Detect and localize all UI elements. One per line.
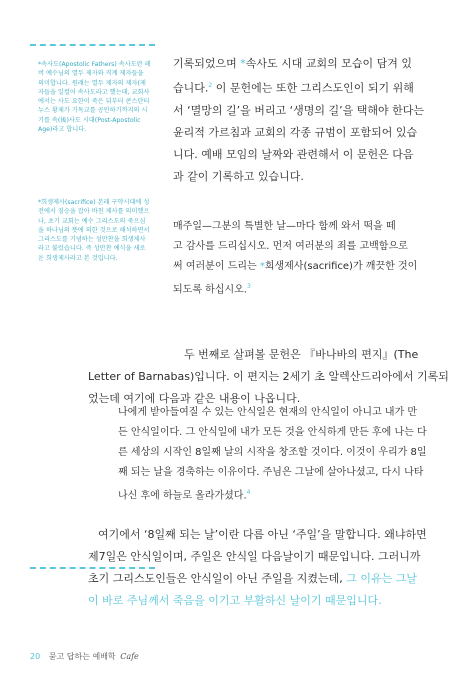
quote1-line-2: 고 감사를 드리십시오. 먼저 여러분의 죄를 고백함으로	[173, 241, 408, 252]
p3-line-3: 초기 그리스도인들은 안식일이 아닌 주일을 지켰는데, 그 이유는 그날	[88, 572, 417, 585]
p1-line-1: 기록되었으며 *속사도 시대 교회의 모습이 담겨 있	[173, 57, 413, 70]
p1-line-5: 니다. 예배 모임의 날짜와 관련해서 이 문헌은 다음	[173, 147, 414, 161]
p3-line-4-highlight: 이 바로 주님께서 죽음을 이기고 부활하신 날이기 때문입니다.	[88, 594, 382, 607]
quote-didache	[173, 217, 445, 300]
book-title-cafe: Cafe	[120, 652, 139, 661]
paragraph-1	[173, 53, 445, 188]
paragraph-3	[88, 524, 445, 612]
quote-barnabas	[118, 403, 445, 506]
quote2-line-5: 나신 후에 하늘로 올라가셨다.$^4$	[118, 489, 251, 502]
sidebar-note-apostolic-fathers: *속사도(Apostolic Fathers) 속사도란 레버 예수님의 열두 제자와 직계 제자들을 의미합니다. 원래는 열두 제자의 제자(제 자들을 일컬어 속사도라고 했는데, 교회사에서는 사도 요한이 죽은 뒤부터 콘스탄티누스 황제가 기독교를 공인하기까지의 시기를 속(後)사도 시대(Post-Apostolic Age)라고 합니다.	[38, 61, 151, 134]
quote2-line-3: 른 세상의 시작인 8일째 날의 시작을 창조할 것이다. 이것이 우리가 8일	[118, 447, 427, 458]
page-number: 20	[30, 652, 41, 661]
p3-line-1: 여기에서 ‘8일째 되는 날’이란 다름 아닌 ‘주일’을 말합니다. 왜냐하면	[98, 528, 427, 541]
footnote-ref-3: 3	[246, 283, 251, 290]
p1-line-4: 윤리적 가르침과 교회의 각종 규범이 포함되어 있습	[173, 125, 418, 139]
quote2-line-4: 째 되는 날을 경축하는 이유이다. 주님은 그날에 살아나셨고, 다시 나타	[118, 467, 424, 478]
p2-line-1: 두 번째로 살펴볼 문헌은 『바나바의 편지』(The	[184, 348, 419, 361]
book-title: 묻고 답하는 예배학	[48, 652, 116, 661]
p2-line-3: 었는데 여기에 다음과 같은 내용이 나옵니다.	[88, 392, 301, 405]
footnote-asterisk: *	[240, 57, 246, 70]
p1-line-3: 서 ‘멸망의 길’을 버리고 ‘생명의 길’을 택해야 한다는	[173, 103, 424, 117]
quote2-line-2: 든 안식일이다. 그 안식일에 내가 모든 것을 안식하게 만든 후에 나는 다	[118, 427, 427, 438]
quote2-line-1: 나에게 받아들여질 수 있는 안식일은 현재의 안식일이 아니고 내가 만	[118, 407, 418, 418]
p1-line-2: 습니다.$^2$ 이 문헌에는 또한 그리스도인이 되기 위해	[173, 81, 414, 95]
p1-line-6: 과 같이 기록하고 있습니다.	[173, 169, 304, 183]
highlight-text: 그 이유는 그날	[346, 572, 417, 585]
paragraph-2	[88, 344, 449, 410]
quote1-line-1: 매주일—그분의 특별한 날—마다 함께 와서 떡을 떼	[173, 221, 396, 232]
quote1-line-3: 써 여러분이 드리는 *희생제사(sacrifice)가 깨끗한 것이	[173, 261, 418, 272]
quote1-line-4: 되도록 하십시오.$^3$	[173, 283, 251, 296]
p2-line-2: Letter of Barnabas)입니다. 이 편지는 2세기 초 알렉산드리아에서 기록되	[88, 370, 449, 383]
footnote-ref-2: 2	[208, 82, 213, 89]
sidebar-note-sacrifice: *희생제사(sacrifice) 본래 구약시대에 성전에서 짐승을 잡아 바친 제사를 의미했으나, 초기 교회는 예수 그리스도의 죽으심을 하나님의 뜻에 의한 것으로 해석하면서 그리스도를 기념하는 성만찬을 희생제사라고 불렀습니다. 즉 성만찬 예식을 새로운 희생제사라고 본 것입니다.	[38, 199, 150, 262]
footnote-asterisk: *	[259, 261, 265, 272]
p3-line-2: 제7일은 안식일이며, 주일은 안식일 다음날이기 때문입니다. 그러니까	[88, 550, 421, 563]
footnote-ref-4: 4	[246, 489, 251, 496]
page-footer	[30, 651, 139, 662]
